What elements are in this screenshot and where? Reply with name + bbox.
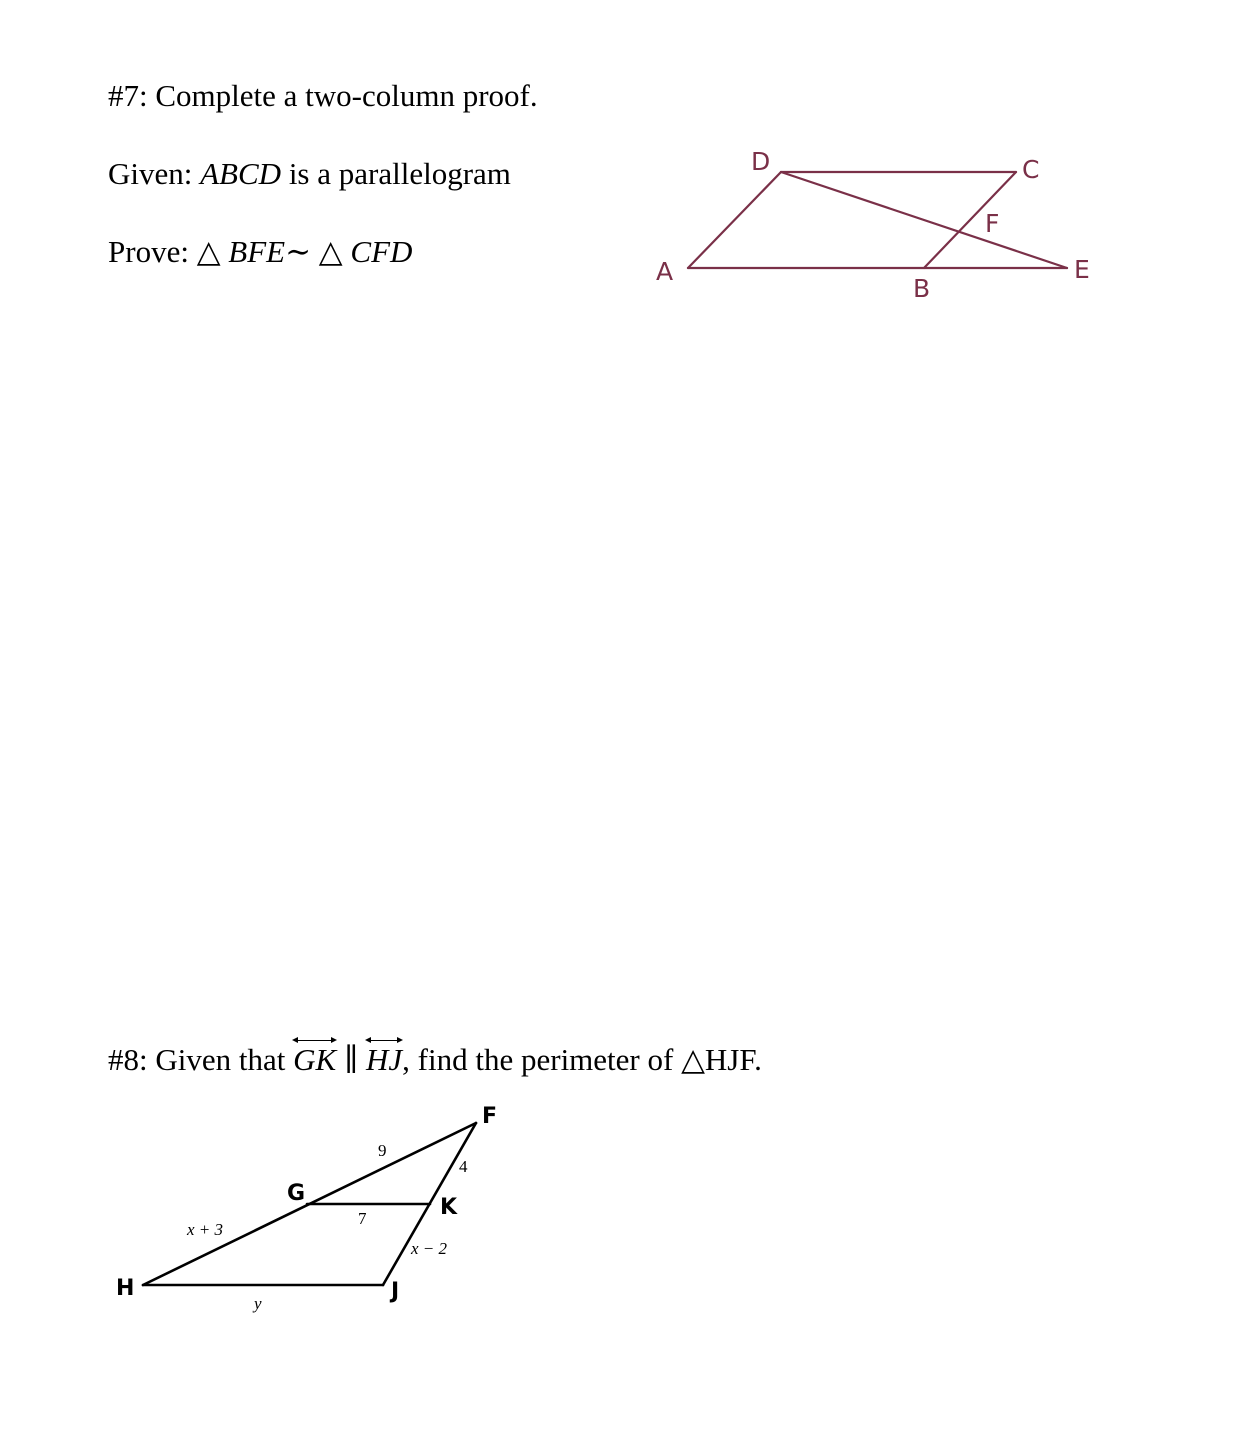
label-f2: F — [482, 1104, 498, 1129]
measure-hj: y — [254, 1294, 262, 1313]
given-math: ABCD — [200, 156, 282, 191]
line-hj-text: HJ — [366, 1042, 403, 1077]
label-c: C — [1022, 155, 1040, 184]
problem8-suffix: , find the perimeter of △HJF. — [402, 1042, 762, 1077]
label-e: E — [1074, 255, 1090, 284]
prove-prefix: Prove: — [108, 234, 197, 269]
measure-gk: 7 — [358, 1209, 367, 1228]
label-f: F — [985, 209, 1000, 238]
label-k: K — [440, 1195, 458, 1220]
prove-math: △ BFE∼ △ CFD — [196, 234, 413, 269]
measure-kf: 4 — [459, 1157, 468, 1176]
given-prefix: Given: — [108, 156, 201, 191]
parallel-symbol: ∥ — [343, 1042, 359, 1077]
problem7-heading-text: #7: Complete a two-column proof. — [108, 78, 538, 113]
triangle-lines — [143, 1123, 476, 1285]
measure-gf: 9 — [378, 1141, 387, 1160]
measure-jk: x − 2 — [411, 1239, 448, 1258]
label-a: A — [656, 257, 674, 286]
given-suffix: is a parallelogram — [281, 156, 511, 191]
measure-hg: x + 3 — [187, 1220, 224, 1239]
label-j: J — [391, 1279, 400, 1304]
label-g: G — [287, 1181, 306, 1206]
line-gk-text: GK — [293, 1042, 337, 1077]
label-d: D — [751, 147, 771, 176]
problem8-prefix: #8: Given that — [108, 1042, 294, 1077]
label-b: B — [913, 274, 931, 303]
label-h: H — [116, 1276, 135, 1301]
